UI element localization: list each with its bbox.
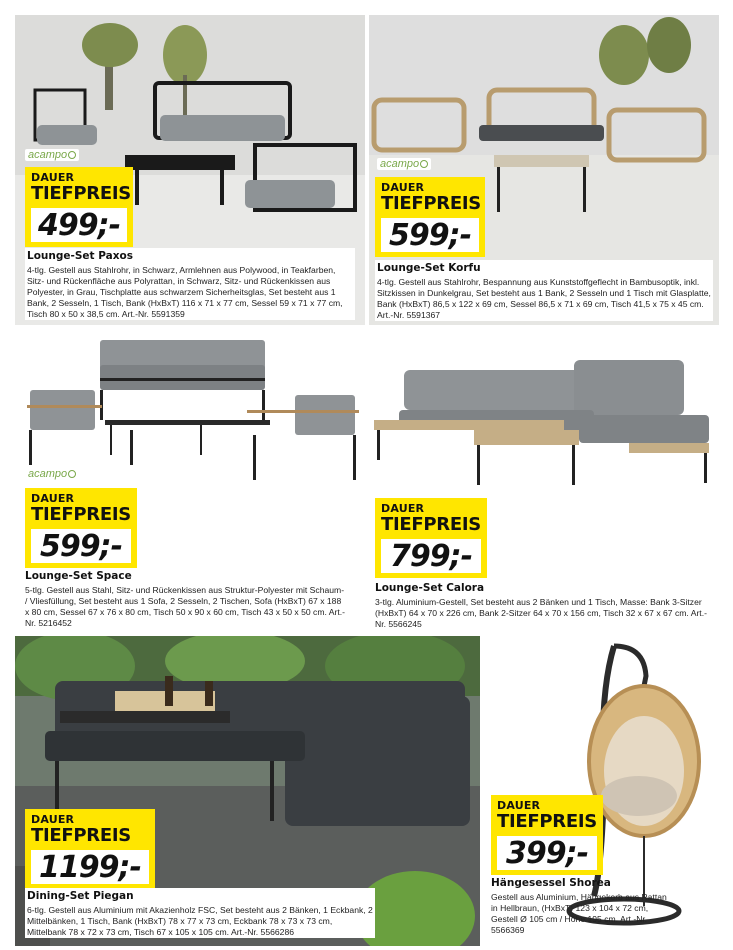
badge-tiefpreis: TIEFPREIS <box>497 811 597 832</box>
offer-space <box>15 330 365 630</box>
offer-calora <box>369 330 719 630</box>
product-title: Lounge-Set Space <box>25 570 132 582</box>
product-title: Dining-Set Piegan <box>27 890 134 902</box>
product-photo-space <box>15 330 365 490</box>
price-box <box>31 529 131 563</box>
price-box <box>497 836 597 870</box>
price-badge <box>491 795 603 875</box>
price-badge <box>25 809 155 889</box>
price: 599;- <box>39 528 123 564</box>
product-description: 5-tlg. Gestell aus Stahl, Sitz- und Rückenkissen aus Struktur-Polyester mit Schaum- / Vliesfüllung, Set besteht aus 1 Sofa, 2 Sesseln, 2 Tischen, Sofa (HxBxT) 67 x 188 x 80 cm, Sessel 67 x 76 x 80 cm, Tisch 50 x 90 x 60 cm, Tisch 43 x 50 x 50 cm. Art.-Nr. 5216452 <box>25 585 346 628</box>
product-description: 3-tlg. Aluminium-Gestell, Set besteht aus 2 Bänken und 1 Tisch, Masse: Bank 3-Sitzer (HxBxT) 64 x 70 x 226 cm, Bank 2-Sitzer 64 x 70 x 156 cm, Tisch 32 x 67 x 67 cm. Art.-Nr. 5566245 <box>375 597 707 629</box>
badge-dauer: DAUER <box>31 813 75 826</box>
badge-tiefpreis: TIEFPREIS <box>31 504 131 525</box>
badge-tiefpreis: TIEFPREIS <box>31 183 131 204</box>
price: 799;- <box>389 538 473 574</box>
product-title: Lounge-Set Calora <box>375 582 485 594</box>
price-badge <box>375 498 487 578</box>
offer-paxos <box>15 15 365 325</box>
price-badge <box>375 177 485 257</box>
brand-logo-acampo: acampo <box>377 158 431 170</box>
product-photo-calora <box>369 330 719 500</box>
offer-description-block <box>25 888 375 938</box>
product-title: Lounge-Set Paxos <box>27 250 133 262</box>
offer-shorea <box>484 636 719 946</box>
product-title: Hängesessel Shorea <box>491 877 611 889</box>
product-title: Lounge-Set Korfu <box>377 262 481 274</box>
price-badge <box>25 488 137 568</box>
product-description: 4-tlg. Gestell aus Stahlrohr, in Schwarz, Armlehnen aus Polywood, in Teakfarben, Sitz- und Rückenfläche aus Polyrattan, in Schwarz, Sitz- und Rückenkissen aus Polyester, in Grau, Tischplatte aus schwarzem Sicherheitsglas, Set besteht aus 1 Bank, 2 Sesseln, 1 Tisch, Bank (HxBxT) 116 x 71 x 77 cm, Sessel 59 x 71 x 77 cm, Tisch 80 x 50 x 38,5 cm. Art.-Nr. 5591359 <box>27 265 343 319</box>
price: 599;- <box>388 217 472 253</box>
price: 499;- <box>37 207 121 243</box>
offer-description-block <box>25 248 355 320</box>
offer-description-block <box>25 570 345 629</box>
product-description: 6-tlg. Gestell aus Aluminium mit Akazienholz FSC, Set besteht aus 2 Bänken, 1 Eckbank, 2 Mittelbänken, 1 Tisch, Bank (HxBxT) 78 x 77 x 73 cm, Eckbank 78 x 73 x 73 cm, Mittelbank 78 x 72 x 73 cm, Tisch 67 x 105 x 105 cm. Art.-Nr. 5566286 <box>27 905 373 937</box>
badge-tiefpreis: TIEFPREIS <box>31 825 131 846</box>
badge-dauer: DAUER <box>381 181 425 194</box>
badge-dauer: DAUER <box>497 799 541 812</box>
offer-piegan <box>15 636 480 946</box>
brand-logo-acampo: acampo <box>25 149 79 161</box>
price: 1199;- <box>39 849 141 885</box>
price: 399;- <box>505 835 589 871</box>
product-description: Gestell aus Aluminium, Hängekorb aus Rattan in Hellbraun, (HxBxT) 123 x 104 x 72 cm, Gestell Ø 105 cm / Höhe 195 cm. Art.-Nr. 5566369 <box>491 892 667 935</box>
brand-logo-acampo: acampo <box>25 468 79 480</box>
badge-dauer: DAUER <box>31 492 75 505</box>
offer-korfu <box>369 15 719 325</box>
price-box <box>31 850 149 884</box>
badge-tiefpreis: TIEFPREIS <box>381 193 481 214</box>
offer-description-block <box>375 582 710 630</box>
price-box <box>381 218 479 252</box>
price-badge <box>25 167 133 247</box>
badge-dauer: DAUER <box>381 502 425 515</box>
badge-dauer: DAUER <box>31 171 75 184</box>
offer-description-block <box>375 260 713 321</box>
offer-description-block <box>491 877 669 936</box>
price-box <box>31 208 127 242</box>
price-box <box>381 539 481 573</box>
badge-tiefpreis: TIEFPREIS <box>381 514 481 535</box>
product-description: 4-tlg. Gestell aus Stahlrohr, Bespannung aus Kunststoffgeflecht in Bambusoptik, inkl. Sitzkissen in Dunkelgrau, Set besteht aus 1 Bank, 2 Sesseln und 1 Tisch mit Glasplatte, Bank (HxBxT) 86,5 x 122 x 69 cm, Sessel 86,5 x 71 x 69 cm, Tisch 41,5 x 75 x 45 cm. Art.-Nr. 5591367 <box>377 277 711 320</box>
